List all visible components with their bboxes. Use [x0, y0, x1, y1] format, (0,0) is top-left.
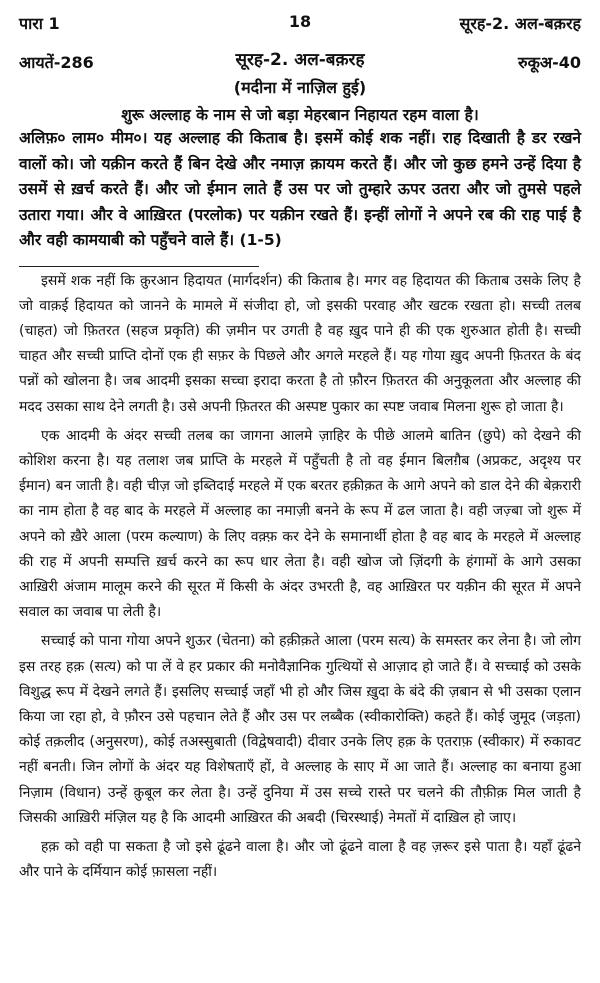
surah-title: सूरह-2. अल-बक़रह — [235, 50, 365, 70]
page-number: 18 — [288, 12, 312, 31]
ruku-count: रुकूअ-40 — [518, 53, 581, 72]
verses-translation: अलिफ़० लाम० मीम०। यह अल्लाह की किताब है। इसमें कोई शक नहीं। राह दिखाती है डर रखने वालों को। जो यक़ीन करते हैं बिन देखे और नमाज़ क़ायम करते हैं। और जो कुछ हमने उन्हें दिया है उसमें से ख़र्च करते हैं। और जो ईमान लाते हैं उस पर जो तुम्हारे ऊपर उतरा और जो तुमसे पहले उतारा गया। और वे आख़िरत (परलोक) पर यक़ीन रखते हैं। इन्हीं लोगों ने अपने रब की राह पाई है और वही कामयाबी को पहुँचने वाले हैं। (1-5) — [19, 129, 581, 249]
commentary-paragraph: एक आदमी के अंदर सच्ची तलब का जागना आलमे ज़ाहिर के पीछे आलमे बातिन (छुपे) को देखने की कोशिश करना है। यह तलाश जब प्राप्ति के मरहले में पहुँचती है तो वह ईमान बिलग़ैब (अप्रकट, अदृश्य पर ईमान) बन जाती है। वही चीज़ जो इब्तिदाई मरहले में एक बरतर हक़ीक़त के आगे अपने को डाल देने की बेक़रारी का नाम होता है वह बाद के मरहले में अल्लाह का नमाज़ी बनने के रूप में ढल जाता है। वही जज़्बा जो शुरू में अपने को ख़ैरे आला (परम कल्याण) के लिए वक़्फ़ कर देने के समानार्थी होता है वह बाद के मरहले में अल्लाह की राह में अपनी सम्पत्ति ख़र्च करने का रूप धार लेता है। वही खोज जो ज़िंदगी के हंगामों के आगे उसका आख़िरी अंजाम मालूम करने की सूरत में किसी के अंदर उभरती है, वह आख़िरत पर यक़ीन की सूरत में अपने सवाल का जवाब पा लेती है। — [19, 427, 581, 621]
commentary-paragraph: हक़ को वही पा सकता है जो इसे ढूंढने वाला है। और जो ढूंढने वाला है वह ज़रूर इसे पाता है। यहाँ ढूंढने और पाने के दर्मियान कोई फ़ासला नहीं। — [19, 838, 581, 881]
bismillah: शुरू अल्लाह के नाम से जो बड़ा मेहरबान निहायत रहम वाला है। — [121, 106, 479, 124]
surah-reference: सूरह-2. अल-बक़रह — [459, 14, 581, 33]
para-label: पारा 1 — [19, 14, 60, 33]
divider — [19, 266, 259, 267]
commentary — [19, 269, 581, 886]
ayaat-count: आयतें-286 — [19, 53, 94, 72]
title-row — [19, 47, 581, 73]
revelation-note: (मदीना में नाज़िल हुई) — [233, 78, 367, 97]
commentary-paragraph: सच्चाई को पाना गोया अपने शुऊर (चेतना) को हक़ीक़ते आला (परम सत्य) के समस्तर कर लेना है। जो लोग इस तरह हक़ (सत्य) को पा लें वे हर प्रकार की मनोवैज्ञानिक गुत्थियों से आज़ाद हो जाते हैं। वे सच्चाई को उसके विशुद्ध रूप में देखने लगते हैं। इसलिए सच्चाई जहाँ भी हो और जिस ख़ुदा के बंदे की ज़बान से भी उसका एलान किया जा रहा हो, वे फ़ौरन उसे पहचान लेते हैं और उस पर लब्बैक (स्वीकारोक्ति) कहते हैं। कोई जुमूद (जड़ता) कोई तक़लीद (अनुसरण), कोई तअस्सुबाती (विद्वेषवादी) दीवार उनके लिए हक़ के एतराफ़ (स्वीकार) में रुकावट नहीं बनती। जिन लोगों के अंदर यह विशेषताएँ हों, वे अल्लाह के साए में आ जाते हैं। अल्लाह का बनाया हुआ निज़ाम (विधान) उन्हें क़ुबूल कर लेता है। उन्हें दुनिया में उस सच्चे रास्ते पर चलने की तौफ़ीक़ मिल जाती है जिसकी आख़िरी मंज़िल यह है कि आदमी आख़िरत की अबदी (चिरस्थाई) नेमतों में दाख़िल हो जाए। — [19, 633, 581, 826]
running-header — [19, 12, 581, 39]
page — [19, 12, 581, 885]
commentary-paragraph: इसमें शक नहीं कि क़ुरआन हिदायत (मार्गदर्शन) की किताब है। मगर वह हिदायत की किताब उसके लिए है जो वाक़ई हिदायत को जानने के मामले में संजीदा हो, जो इसकी परवाह और खटक रखता हो। सच्ची तलब (चाहत) जो फ़ितरत (सहज प्रकृति) की ज़मीन पर उगती है वह ख़ुद पाने ही की एक शुरुआत होती है। सच्ची चाहत और सच्ची प्राप्ति दोनों एक ही सफ़र के पिछले और अगले मरहले हैं। यह गोया ख़ुद अपनी फ़ितरत के बंद पन्नों को खोलना है। जब आदमी इसका सच्चा इरादा करता है तो फ़ौरन फ़ितरत की अनुकूलता और अल्लाह की मदद उसका साथ देने लगती है। उसे अपनी फ़ितरत की अस्पष्ट पुकार का स्पष्ट जवाब मिलना शुरू हो जाता है। — [19, 272, 581, 415]
